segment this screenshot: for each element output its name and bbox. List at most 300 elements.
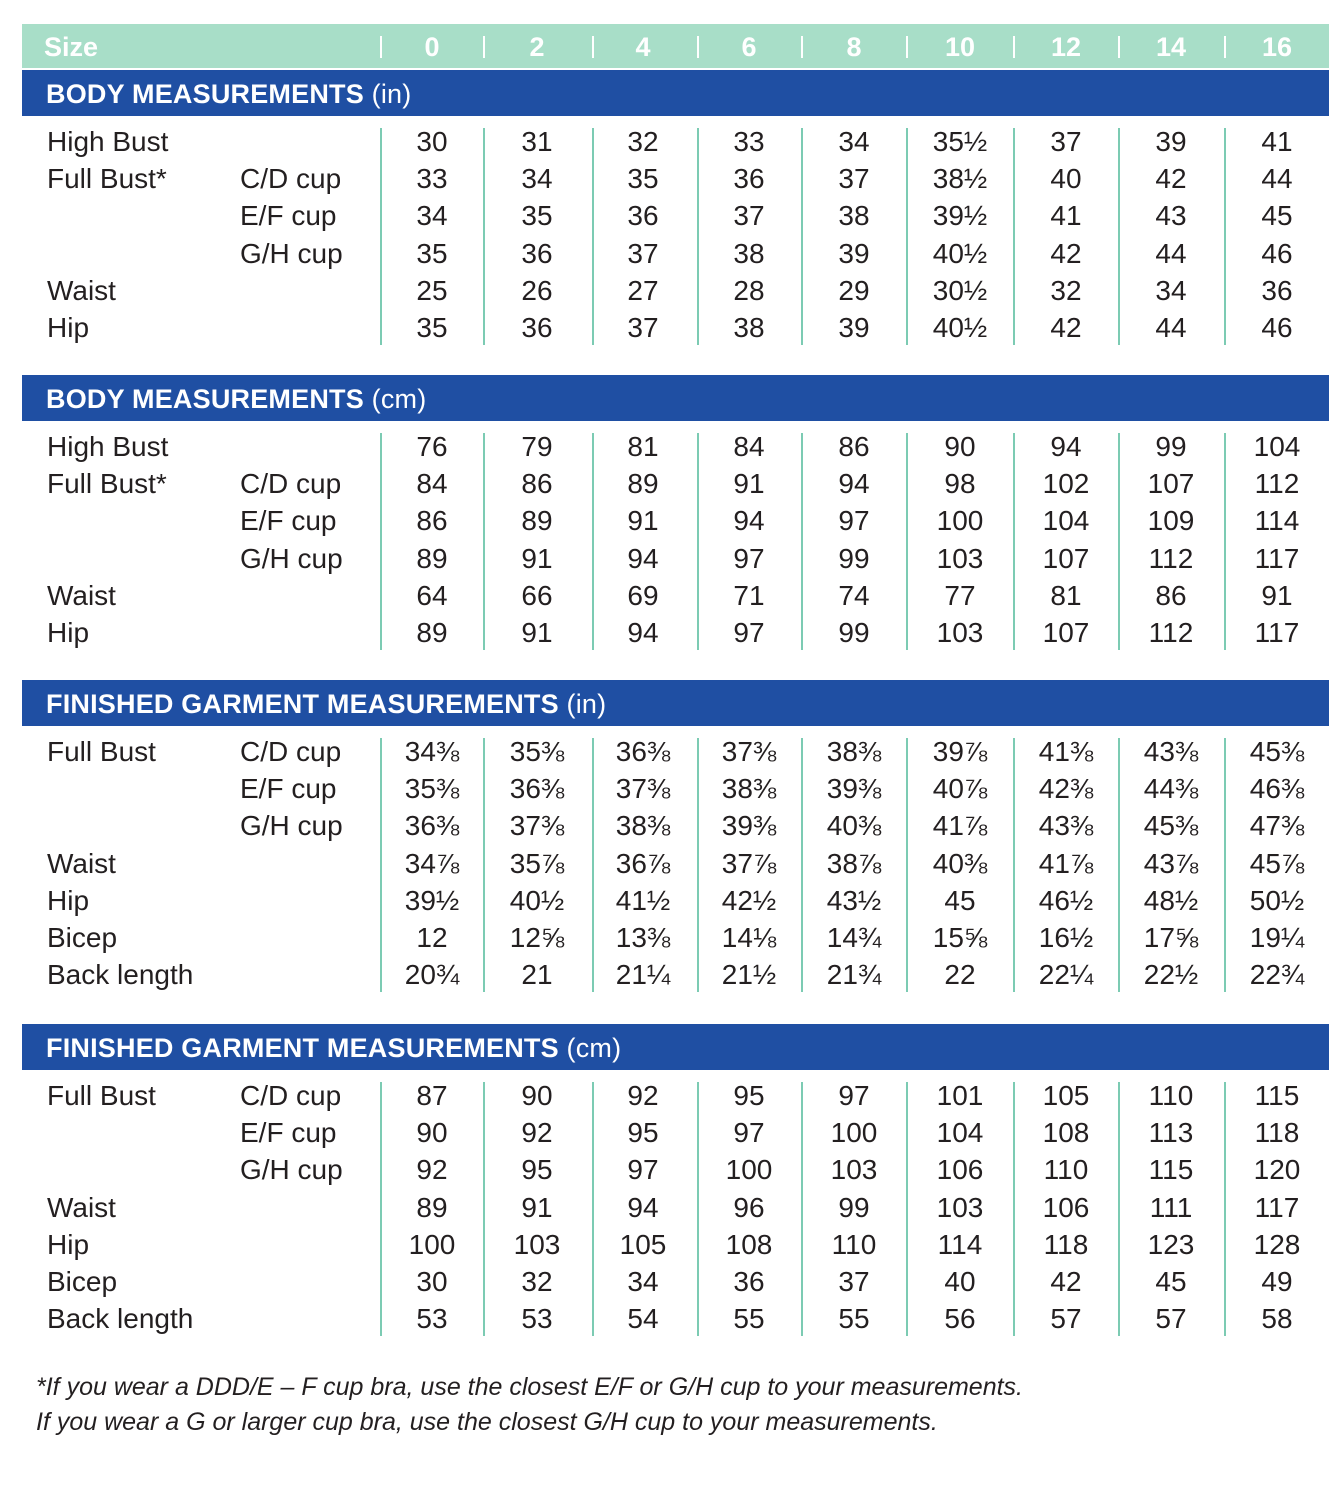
- section-title: [46, 384, 426, 415]
- row-sublabel: E/F cup: [240, 505, 337, 537]
- cell-value: 42: [1050, 1266, 1082, 1297]
- cell-value: 114: [937, 1228, 983, 1260]
- cell-value: 89: [521, 505, 553, 537]
- cell-value: 97: [733, 617, 765, 648]
- cell-value: 37⅜: [509, 810, 565, 842]
- size-12: 12: [1050, 32, 1082, 62]
- cell-value: 109: [1147, 505, 1195, 537]
- cell-value: 91: [627, 505, 659, 537]
- cell-value: 99: [1155, 431, 1187, 462]
- table-row: [0, 236, 1344, 273]
- cell-value: 110: [1043, 1154, 1089, 1186]
- size-label: Size: [44, 32, 99, 62]
- table-row: [0, 124, 1344, 161]
- cell-value: 46: [1261, 237, 1293, 269]
- column-divider: [380, 128, 382, 345]
- cell-value: 114: [1254, 505, 1300, 537]
- column-divider: [697, 433, 699, 650]
- cell-value: 86: [521, 468, 553, 500]
- cell-value: 95: [521, 1154, 553, 1186]
- table-row: [0, 429, 1344, 466]
- cell-value: 35: [627, 163, 659, 195]
- table-row: [0, 1115, 1344, 1152]
- section-title: [46, 1033, 621, 1064]
- row-sublabel: G/H cup: [240, 810, 343, 842]
- row-label: Full Bust: [47, 736, 156, 767]
- row-sublabel: C/D cup: [240, 163, 342, 195]
- cell-value: 108: [725, 1228, 773, 1260]
- size-6: 6: [741, 32, 757, 62]
- cell-value: 44: [1155, 237, 1187, 269]
- cell-value: 38: [838, 200, 870, 232]
- row-label: Back length: [47, 959, 194, 991]
- cell-value: 111: [1149, 1191, 1193, 1223]
- cell-value: 128: [1253, 1228, 1301, 1260]
- cell-value: 20¾: [404, 959, 460, 991]
- cell-value: 104: [1042, 505, 1090, 537]
- cell-value: 46: [1261, 312, 1293, 343]
- cell-value: 40⅜: [826, 810, 882, 842]
- footnote-line-1: *If you wear a DDD/E – F cup bra, use the closest E/F or G/H cup to your measurements.: [36, 1373, 1023, 1401]
- cell-value: 92: [416, 1154, 448, 1186]
- cell-value: 43⅜: [1038, 810, 1094, 842]
- cell-value: 100: [408, 1228, 456, 1260]
- size-separator: [380, 36, 382, 58]
- cell-value: 104: [1253, 431, 1301, 462]
- cell-value: 79: [521, 431, 553, 462]
- cell-value: 94: [733, 505, 765, 537]
- column-divider: [1224, 738, 1226, 992]
- table-row: [0, 920, 1344, 957]
- cell-value: 97: [627, 1154, 659, 1186]
- section-header: [22, 70, 1329, 116]
- cell-value: 123: [1147, 1228, 1195, 1260]
- cell-value: 100: [830, 1117, 878, 1149]
- row-label: Waist: [47, 847, 116, 879]
- cell-value: 36⅜: [404, 810, 460, 842]
- column-divider: [592, 738, 594, 992]
- cell-value: 103: [513, 1228, 561, 1260]
- cell-value: 86: [416, 505, 448, 537]
- column-divider: [380, 738, 382, 992]
- cell-value: 22¼: [1038, 959, 1094, 991]
- cell-value: 37⅜: [721, 736, 777, 767]
- cell-value: 113: [1148, 1117, 1194, 1149]
- row-label: Bicep: [47, 922, 118, 953]
- cell-value: 115: [1148, 1154, 1194, 1186]
- section-unit: (in): [371, 79, 412, 109]
- cell-value: 19¼: [1249, 922, 1305, 953]
- cell-value: 53: [416, 1303, 448, 1335]
- cell-value: 44: [1261, 163, 1293, 195]
- cell-value: 91: [733, 468, 765, 500]
- size-separator: [906, 36, 908, 58]
- cell-value: 105: [1042, 1080, 1090, 1111]
- cell-value: 99: [838, 617, 870, 648]
- cell-value: 45⅜: [1249, 736, 1305, 767]
- cell-value: 89: [416, 542, 448, 574]
- cell-value: 36: [1261, 274, 1293, 306]
- cell-value: 46⅜: [1249, 773, 1305, 805]
- cell-value: 42: [1155, 163, 1187, 195]
- column-divider: [1118, 128, 1120, 345]
- row-label: Full Bust: [47, 1080, 156, 1111]
- cell-value: 44⅜: [1143, 773, 1199, 805]
- cell-value: 117: [1254, 617, 1300, 648]
- cell-value: 41⅞: [932, 810, 988, 842]
- size-separator: [592, 36, 594, 58]
- cell-value: 34: [521, 163, 553, 195]
- cell-value: 94: [627, 542, 659, 574]
- cell-value: 13⅜: [615, 922, 671, 953]
- column-divider: [1224, 128, 1226, 345]
- cell-value: 76: [416, 431, 448, 462]
- cell-value: 28: [733, 274, 765, 306]
- cell-value: 31: [521, 126, 553, 157]
- cell-value: 110: [1148, 1080, 1194, 1111]
- cell-value: 107: [1042, 542, 1090, 574]
- size-10: 10: [944, 32, 976, 62]
- size-separator: [483, 36, 485, 58]
- size-separator: [801, 36, 803, 58]
- cell-value: 30: [416, 1266, 448, 1297]
- cell-value: 42: [1050, 237, 1082, 269]
- cell-value: 25: [416, 274, 448, 306]
- cell-value: 45: [1155, 1266, 1187, 1297]
- cell-value: 38⅜: [615, 810, 671, 842]
- cell-value: 40½: [932, 312, 988, 343]
- size-header-bar: [22, 24, 1329, 68]
- cell-value: 42: [1050, 312, 1082, 343]
- column-divider: [483, 128, 485, 345]
- section-unit: (in): [566, 689, 607, 719]
- cell-value: 39⅜: [826, 773, 882, 805]
- row-label: Hip: [47, 312, 90, 343]
- cell-value: 86: [838, 431, 870, 462]
- cell-value: 37: [838, 163, 870, 195]
- cell-value: 55: [733, 1303, 765, 1335]
- cell-value: 35½: [932, 126, 988, 157]
- column-divider: [906, 128, 908, 345]
- row-label: Back length: [47, 1303, 194, 1335]
- cell-value: 45⅞: [1249, 847, 1305, 879]
- cell-value: 35⅜: [509, 736, 565, 767]
- cell-value: 117: [1254, 542, 1300, 574]
- cell-value: 54: [627, 1303, 659, 1335]
- size-separator: [1013, 36, 1015, 58]
- cell-value: 96: [733, 1191, 765, 1223]
- column-divider: [380, 433, 382, 650]
- column-divider: [1118, 738, 1120, 992]
- cell-value: 110: [831, 1228, 877, 1260]
- cell-value: 104: [936, 1117, 984, 1149]
- table-row: [0, 161, 1344, 198]
- cell-value: 38½: [932, 163, 988, 195]
- cell-value: 21: [521, 959, 553, 991]
- cell-value: 94: [627, 617, 659, 648]
- cell-value: 33: [416, 163, 448, 195]
- row-label: Full Bust*: [47, 163, 167, 195]
- table-row: [0, 466, 1344, 503]
- table-row: [0, 198, 1344, 235]
- cell-value: 89: [627, 468, 659, 500]
- cell-value: 77: [944, 579, 976, 611]
- cell-value: 98: [944, 468, 976, 500]
- cell-value: 39: [838, 312, 870, 343]
- section-title-text: FINISHED GARMENT MEASUREMENTS: [46, 1033, 559, 1063]
- cell-value: 34: [1155, 274, 1187, 306]
- column-divider: [697, 128, 699, 345]
- cell-value: 115: [1254, 1080, 1300, 1111]
- column-divider: [801, 1082, 803, 1336]
- cell-value: 33: [733, 126, 765, 157]
- cell-value: 107: [1042, 617, 1090, 648]
- cell-value: 97: [838, 1080, 870, 1111]
- table-row: [0, 578, 1344, 615]
- cell-value: 90: [521, 1080, 553, 1111]
- cell-value: 41½: [615, 884, 671, 916]
- table-row: [0, 734, 1344, 771]
- cell-value: 34: [838, 126, 870, 157]
- cell-value: 32: [627, 126, 659, 157]
- cell-value: 84: [416, 468, 448, 500]
- cell-value: 41⅞: [1038, 847, 1094, 879]
- cell-value: 35⅞: [509, 847, 565, 879]
- cell-value: 95: [733, 1080, 765, 1111]
- cell-value: 36⅜: [509, 773, 565, 805]
- cell-value: 101: [936, 1080, 984, 1111]
- section-title: [46, 689, 606, 720]
- column-divider: [801, 738, 803, 992]
- cell-value: 106: [936, 1154, 984, 1186]
- cell-value: 36⅜: [615, 736, 671, 767]
- cell-value: 97: [733, 1117, 765, 1149]
- cell-value: 43: [1155, 200, 1187, 232]
- row-label: High Bust: [47, 431, 169, 462]
- cell-value: 39: [838, 237, 870, 269]
- cell-value: 108: [1042, 1117, 1090, 1149]
- size-separator: [1118, 36, 1120, 58]
- section-header: [22, 1024, 1329, 1070]
- cell-value: 45⅜: [1143, 810, 1199, 842]
- column-divider: [1118, 1082, 1120, 1336]
- cell-value: 37: [733, 200, 765, 232]
- cell-value: 29: [838, 274, 870, 306]
- cell-value: 37⅞: [721, 847, 777, 879]
- cell-value: 57: [1155, 1303, 1187, 1335]
- cell-value: 38: [733, 237, 765, 269]
- table-row: [0, 1301, 1344, 1338]
- cell-value: 12⅝: [509, 922, 565, 953]
- cell-value: 43⅜: [1143, 736, 1199, 767]
- column-divider: [1013, 1082, 1015, 1336]
- section-header: [22, 680, 1329, 726]
- column-divider: [906, 433, 908, 650]
- row-sublabel: C/D cup: [240, 1080, 342, 1111]
- table-row: [0, 541, 1344, 578]
- cell-value: 100: [936, 505, 984, 537]
- cell-value: 90: [416, 1117, 448, 1149]
- column-divider: [906, 738, 908, 992]
- size-8: 8: [846, 32, 862, 62]
- row-sublabel: C/D cup: [240, 736, 342, 767]
- size-4: 4: [635, 32, 651, 62]
- cell-value: 34: [416, 200, 448, 232]
- cell-value: 49: [1261, 1266, 1293, 1297]
- size-separator: [697, 36, 699, 58]
- column-divider: [1013, 433, 1015, 650]
- section-unit: (cm): [371, 384, 427, 414]
- table-row: [0, 1152, 1344, 1189]
- row-sublabel: E/F cup: [240, 200, 337, 232]
- cell-value: 91: [521, 542, 553, 574]
- cell-value: 100: [725, 1154, 773, 1186]
- cell-value: 112: [1148, 542, 1194, 574]
- cell-value: 27: [627, 274, 659, 306]
- cell-value: 35: [521, 200, 553, 232]
- cell-value: 74: [838, 579, 870, 611]
- cell-value: 48½: [1143, 884, 1199, 916]
- cell-value: 117: [1254, 1191, 1300, 1223]
- cell-value: 71: [733, 579, 765, 611]
- cell-value: 118: [1254, 1117, 1300, 1149]
- cell-value: 46½: [1038, 884, 1094, 916]
- cell-value: 64: [416, 579, 448, 611]
- size-14: 14: [1155, 32, 1187, 62]
- cell-value: 92: [627, 1080, 659, 1111]
- cell-value: 89: [416, 1191, 448, 1223]
- column-divider: [1118, 433, 1120, 650]
- table-row: [0, 771, 1344, 808]
- size-separator: [1224, 36, 1226, 58]
- cell-value: 42½: [721, 884, 777, 916]
- cell-value: 40: [1050, 163, 1082, 195]
- table-row: [0, 1190, 1344, 1227]
- row-sublabel: E/F cup: [240, 773, 337, 805]
- cell-value: 58: [1261, 1303, 1293, 1335]
- cell-value: 90: [944, 431, 976, 462]
- cell-value: 15⅝: [932, 922, 988, 953]
- cell-value: 26: [521, 274, 553, 306]
- cell-value: 34⅞: [404, 847, 460, 879]
- cell-value: 97: [838, 505, 870, 537]
- cell-value: 103: [936, 617, 984, 648]
- column-divider: [697, 1082, 699, 1336]
- cell-value: 69: [627, 579, 659, 611]
- cell-value: 103: [936, 1191, 984, 1223]
- row-label: Waist: [47, 579, 116, 611]
- cell-value: 40⅞: [932, 773, 988, 805]
- cell-value: 22½: [1143, 959, 1199, 991]
- cell-value: 39: [1155, 126, 1187, 157]
- cell-value: 106: [1042, 1191, 1090, 1223]
- cell-value: 103: [936, 542, 984, 574]
- column-divider: [380, 1082, 382, 1336]
- section-unit: (cm): [566, 1033, 622, 1063]
- cell-value: 40⅜: [932, 847, 988, 879]
- cell-value: 84: [733, 431, 765, 462]
- cell-value: 95: [627, 1117, 659, 1149]
- cell-value: 12: [416, 922, 448, 953]
- cell-value: 30: [416, 126, 448, 157]
- cell-value: 38⅜: [721, 773, 777, 805]
- table-row: [0, 273, 1344, 310]
- cell-value: 55: [838, 1303, 870, 1335]
- cell-value: 66: [521, 579, 553, 611]
- cell-value: 94: [627, 1191, 659, 1223]
- cell-value: 41: [1050, 200, 1082, 232]
- cell-value: 32: [1050, 274, 1082, 306]
- cell-value: 91: [1261, 579, 1293, 611]
- cell-value: 16½: [1038, 922, 1094, 953]
- cell-value: 105: [619, 1228, 667, 1260]
- section-title-text: FINISHED GARMENT MEASUREMENTS: [46, 689, 559, 719]
- row-label: Full Bust*: [47, 468, 167, 500]
- section-header: [22, 375, 1329, 421]
- cell-value: 32: [521, 1266, 553, 1297]
- column-divider: [592, 1082, 594, 1336]
- cell-value: 35: [416, 312, 448, 343]
- cell-value: 36: [627, 200, 659, 232]
- cell-value: 43½: [826, 884, 882, 916]
- cell-value: 99: [838, 1191, 870, 1223]
- cell-value: 56: [944, 1303, 976, 1335]
- cell-value: 97: [733, 542, 765, 574]
- cell-value: 99: [838, 542, 870, 574]
- column-divider: [1013, 128, 1015, 345]
- cell-value: 30½: [932, 274, 988, 306]
- table-row: [0, 310, 1344, 347]
- cell-value: 107: [1147, 468, 1195, 500]
- cell-value: 53: [521, 1303, 553, 1335]
- row-sublabel: C/D cup: [240, 468, 342, 500]
- cell-value: 34⅜: [404, 736, 460, 767]
- row-sublabel: E/F cup: [240, 1117, 337, 1149]
- cell-value: 81: [1050, 579, 1082, 611]
- cell-value: 21¾: [826, 959, 882, 991]
- column-divider: [483, 738, 485, 992]
- size-2: 2: [529, 32, 545, 62]
- cell-value: 36: [521, 237, 553, 269]
- row-label: Waist: [47, 274, 116, 306]
- cell-value: 35: [416, 237, 448, 269]
- table-row: [0, 957, 1344, 994]
- column-divider: [483, 1082, 485, 1336]
- cell-value: 44: [1155, 312, 1187, 343]
- table-row: [0, 883, 1344, 920]
- cell-value: 22¾: [1249, 959, 1305, 991]
- cell-value: 47⅜: [1249, 810, 1305, 842]
- column-divider: [801, 128, 803, 345]
- cell-value: 81: [627, 431, 659, 462]
- section-title-text: BODY MEASUREMENTS: [46, 79, 364, 109]
- cell-value: 91: [521, 1191, 553, 1223]
- cell-value: 45: [1261, 200, 1293, 232]
- cell-value: 37: [1050, 126, 1082, 157]
- row-sublabel: G/H cup: [240, 237, 343, 269]
- column-divider: [697, 738, 699, 992]
- cell-value: 112: [1148, 617, 1194, 648]
- cell-value: 89: [416, 617, 448, 648]
- table-row: [0, 846, 1344, 883]
- cell-value: 21¼: [615, 959, 671, 991]
- column-divider: [801, 433, 803, 650]
- cell-value: 38⅜: [826, 736, 882, 767]
- column-divider: [1013, 738, 1015, 992]
- cell-value: 94: [838, 468, 870, 500]
- cell-value: 39⅞: [932, 736, 988, 767]
- cell-value: 40½: [932, 237, 988, 269]
